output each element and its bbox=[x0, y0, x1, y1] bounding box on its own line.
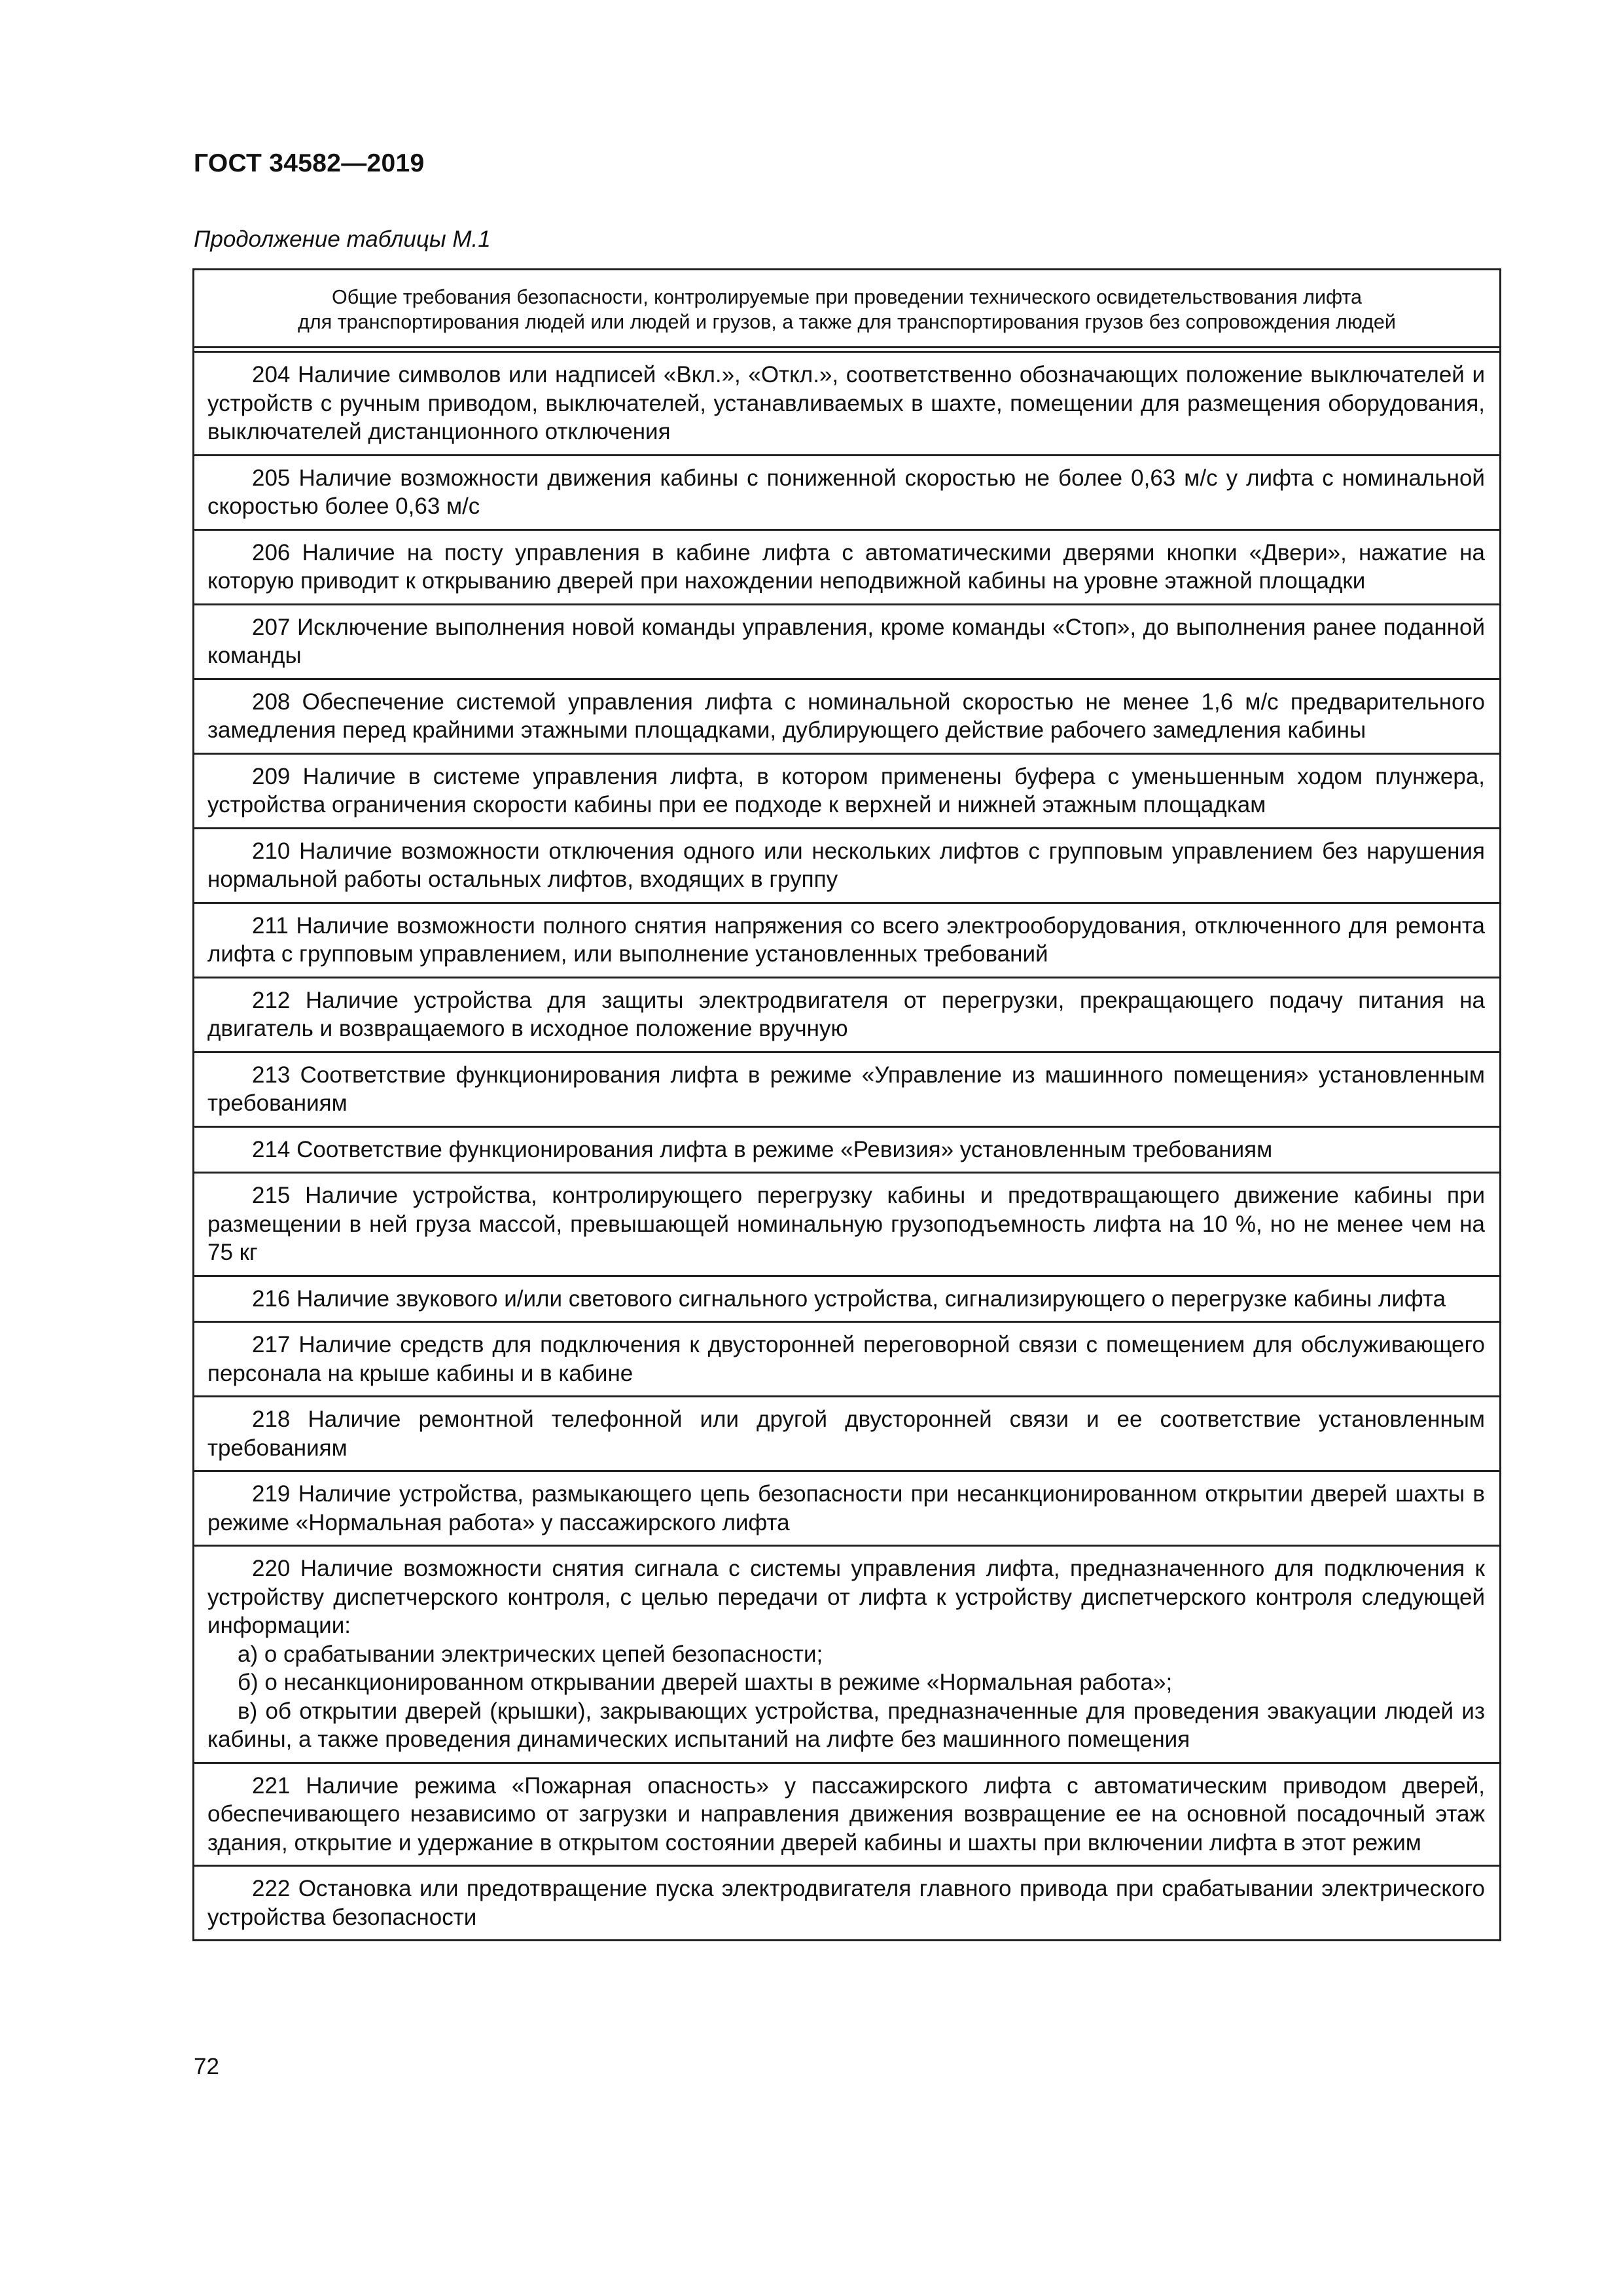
row-text: Наличие на посту управления в кабине лифта с автоматическими дверями кнопки «Двери», нажатие на которую приводит к открыванию дверей при нахождении неподвижной кабины на уровне этажной площадки bbox=[207, 539, 1485, 594]
row-number: 204 bbox=[252, 362, 291, 387]
row-subitem-c: в) об открытии дверей (крышки), закрывающих устройства, предназначенные для проведения эвакуации людей из кабины, а также проведения динамических испытаний на лифте без машинного помещения bbox=[207, 1698, 1485, 1752]
row-number: 219 bbox=[252, 1481, 291, 1507]
row-text: Наличие режима «Пожарная опасность» у пассажирского лифта с автоматическим приводом дверей, обеспечивающего независимо от загрузки и направления движения возвращение ее на основной посадочный этаж здания, открытие и удержание в открытом состоянии дверей кабины и шахты при включении лифта в этот режим bbox=[207, 1772, 1485, 1856]
row-number: 212 bbox=[252, 987, 291, 1013]
table-row-214 bbox=[194, 1126, 1499, 1172]
document-title: ГОСТ 34582—2019 bbox=[194, 149, 425, 177]
row-text: Соответствие функционирования лифта в режиме «Управление из машинного помещения» установленным требованиям bbox=[207, 1062, 1485, 1116]
row-text: Наличие символов или надписей «Вкл.», «Откл.», соответственно обозначающих положение выключателей и устройств с ручным приводом, выключателей, устанавливаемых в шахте, помещении для размещения оборудования, выключателей дистанционного отключения bbox=[207, 362, 1485, 444]
row-number: 208 bbox=[252, 689, 291, 715]
row-text: Наличие возможности снятия сигнала с системы управления лифта, предназначенного для подключения к устройству диспетчерского контроля, с целью передачи от лифта к устройству диспетчерского контроля следующей информации: bbox=[207, 1556, 1485, 1638]
row-number: 207 bbox=[252, 614, 291, 640]
row-number: 211 bbox=[252, 912, 289, 939]
table-body bbox=[194, 351, 1499, 1939]
row-number: 213 bbox=[252, 1062, 291, 1088]
table-header bbox=[194, 270, 1499, 348]
row-number: 214 bbox=[252, 1136, 291, 1162]
table-row-209 bbox=[194, 753, 1499, 827]
table-row-206 bbox=[194, 529, 1499, 603]
row-text: Обеспечение системой управления лифта с номинальной скоростью не менее 1,6 м/с предварительного замедления перед крайними этажными площадками, дублирующего действие рабочего замедления кабины bbox=[207, 689, 1485, 743]
table-row-221 bbox=[194, 1762, 1499, 1865]
row-number: 220 bbox=[252, 1556, 291, 1581]
row-number: 222 bbox=[252, 1876, 291, 1901]
table-row-218 bbox=[194, 1395, 1499, 1470]
row-number: 221 bbox=[252, 1772, 291, 1799]
row-text: Наличие возможности полного снятия напряжения со всего электрооборудования, отключенного для ремонта лифта с групповым управлением, или выполнение установленных требований bbox=[207, 912, 1485, 967]
row-number: 209 bbox=[252, 763, 291, 789]
row-text: Наличие звукового и/или светового сигнального устройства, сигнализирующего о перегрузке кабины лифта bbox=[296, 1285, 1446, 1312]
row-number: 215 bbox=[252, 1183, 291, 1208]
row-number: 206 bbox=[252, 539, 291, 565]
row-text: Остановка или предотвращение пуска электродвигателя главного привода при срабатывании электрического устройства безопасности bbox=[207, 1876, 1485, 1930]
row-text: Наличие устройства, размыкающего цепь безопасности при несанкционированном открытии дверей шахты в режиме «Нормальная работа» у пассажирского лифта bbox=[207, 1481, 1485, 1535]
table-row-205 bbox=[194, 454, 1499, 529]
row-number: 216 bbox=[252, 1285, 291, 1312]
table-row-222 bbox=[194, 1865, 1499, 1939]
row-text: Наличие средств для подключения к двусторонней переговорной связи с помещением для обслуживающего персонала на крыше кабины и в кабине bbox=[207, 1332, 1485, 1386]
table-row-219 bbox=[194, 1470, 1499, 1545]
table-row-207 bbox=[194, 603, 1499, 678]
row-text: Наличие возможности движения кабины с пониженной скоростью не более 0,63 м/с у лифта с номинальной скоростью более 0,63 м/с bbox=[207, 465, 1485, 519]
table-row-217 bbox=[194, 1321, 1499, 1395]
page-number: 72 bbox=[194, 2054, 219, 2079]
row-text: Наличие устройства, контролирующего перегрузку кабины и предотвращающего движение кабины при размещении в ней груза массой, превышающей номинальную грузоподъемность лифта на 10 %, но не менее чем на 75 кг bbox=[207, 1183, 1485, 1265]
row-text: Наличие в системе управления лифта, в котором применены буфера с уменьшенным ходом плунжера, устройства ограничения скорости кабины при ее подходе к верхней и нижней этажным площадкам bbox=[207, 763, 1486, 817]
table-header-line-1: Общие требования безопасности, контролируемые при проведении технического освидетельствования лифта bbox=[331, 286, 1363, 308]
row-number: 217 bbox=[252, 1332, 291, 1357]
row-text: Соответствие функционирования лифта в режиме «Ревизия» установленным требованиям bbox=[296, 1136, 1273, 1162]
row-number: 205 bbox=[252, 465, 291, 491]
table-row-210 bbox=[194, 827, 1499, 902]
row-text: Наличие ремонтной телефонной или другой двусторонней связи и ее соответствие установленным требованиям bbox=[207, 1407, 1485, 1461]
table-row-212 bbox=[194, 977, 1499, 1051]
row-text: Наличие возможности отключения одного или нескольких лифтов с групповым управлением без нарушения нормальной работы остальных лифтов, входящих в группу bbox=[207, 838, 1485, 892]
table-row-208 bbox=[194, 678, 1499, 753]
table-row-211 bbox=[194, 902, 1499, 977]
table-row-204 bbox=[194, 353, 1499, 454]
table-row-213 bbox=[194, 1051, 1499, 1126]
table-header-line-2: для транспортирования людей или людей и грузов, а также для транспортирования грузов без сопровождения людей bbox=[298, 311, 1396, 333]
table-row-216 bbox=[194, 1275, 1499, 1321]
row-text: Наличие устройства для защиты электродвигателя от перегрузки, прекращающего подачу питания на двигатель и возвращаемого в исходное положение вручную bbox=[207, 987, 1485, 1041]
table-row-215 bbox=[194, 1172, 1499, 1275]
row-number: 210 bbox=[252, 838, 291, 864]
row-subitem-b: б) о несанкционированном открывании дверей шахты в режиме «Нормальная работа»; bbox=[238, 1670, 1173, 1695]
table-row-220 bbox=[194, 1545, 1499, 1762]
requirements-table bbox=[192, 268, 1501, 1941]
row-text: Исключение выполнения новой команды управления, кроме команды «Стоп», до выполнения ранее поданной команды bbox=[207, 614, 1485, 668]
row-number: 218 bbox=[252, 1407, 291, 1432]
table-caption: Продолжение таблицы М.1 bbox=[194, 226, 491, 252]
row-subitem-a: а) о срабатывании электрических цепей безопасности; bbox=[238, 1641, 823, 1667]
